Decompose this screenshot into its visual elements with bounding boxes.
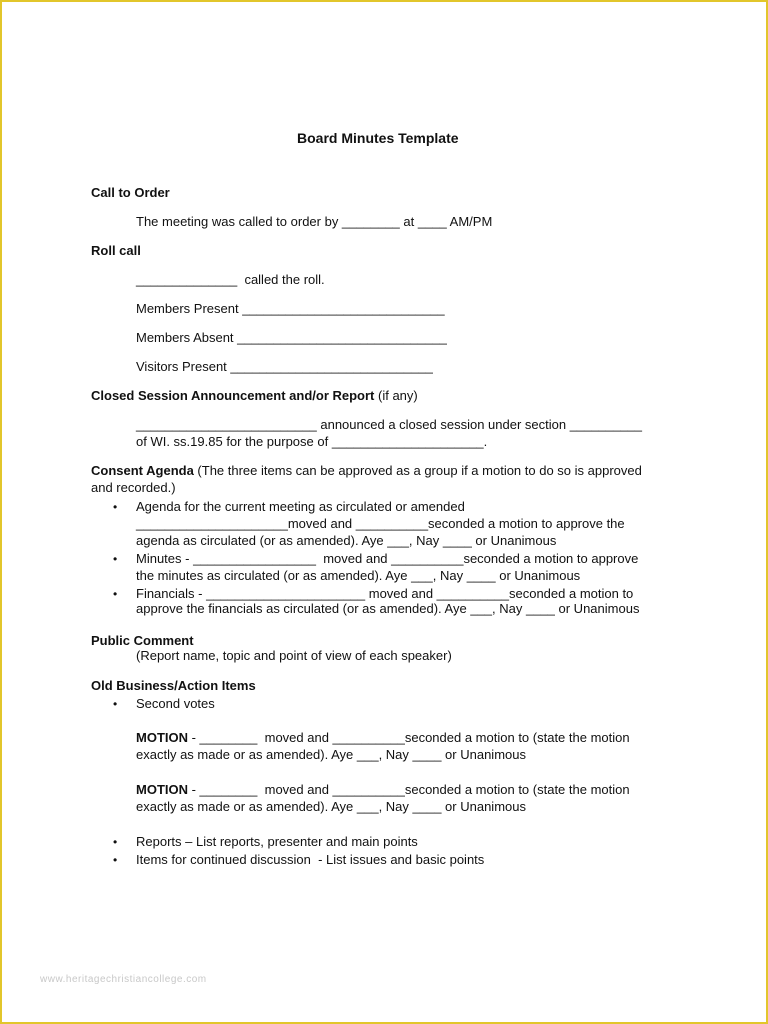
consent-agenda-note: (The three items can be approved as a group if a motion to do so is approved (193, 463, 642, 478)
public-comment-line: (Report name, topic and point of view of each speaker) (136, 648, 452, 663)
call-to-order-heading: Call to Order (91, 185, 170, 200)
bullet-icon: • (113, 587, 118, 601)
reports-item: Reports – List reports, presenter and main points (136, 834, 418, 849)
motion-1-line-1 (136, 730, 630, 746)
roll-call-heading: Roll call (91, 243, 141, 258)
consent-agenda-header (91, 463, 642, 479)
motion-2-line-2: exactly as made or as amended). Aye ___, Nay ____ or Unanimous (136, 799, 526, 814)
closed-session-heading: Closed Session Announcement and/or Report (91, 388, 375, 403)
watermark: www.heritagechristiancollege.com (40, 974, 207, 985)
motion-text: - ________ moved and __________seconded a motion to (state the motion (188, 730, 630, 745)
bullet-icon: • (113, 552, 118, 566)
continued-discussion-item: Items for continued discussion - List issues and basic points (136, 852, 485, 867)
roll-call-line: ______________ called the roll. (136, 272, 325, 287)
bullet-icon: • (113, 500, 118, 514)
agenda-item-line-3: agenda as circulated (or as amended). Aye ___, Nay ____ or Unanimous (136, 533, 557, 548)
financials-item-line-2: approve the financials as circulated (or as amended). Aye ___, Nay ____ or Unanimous (136, 601, 640, 616)
closed-session-line-2: of WI. ss.19.85 for the purpose of _____________________. (136, 434, 488, 449)
members-absent-line: Members Absent _____________________________ (136, 330, 447, 345)
motion-label: MOTION (136, 782, 188, 797)
public-comment-heading: Public Comment (91, 633, 194, 648)
financials-item-line-1: Financials - ______________________ moved and __________seconded a motion to (136, 586, 634, 601)
old-business-heading: Old Business/Action Items (91, 678, 256, 693)
consent-agenda-heading: Consent Agenda (91, 463, 194, 478)
motion-2-line-1 (136, 782, 630, 798)
bullet-icon: • (113, 853, 118, 867)
closed-session-note: (if any) (374, 388, 418, 403)
agenda-item-line-2: _____________________moved and __________seconded a motion to approve the (136, 516, 625, 531)
motion-1-line-2: exactly as made or as amended). Aye ___, Nay ____ or Unanimous (136, 747, 526, 762)
members-present-line: Members Present ____________________________ (136, 301, 445, 316)
bullet-icon: • (113, 835, 118, 849)
agenda-item-line-1: Agenda for the current meeting as circulated or amended (136, 499, 465, 514)
closed-session-header (91, 388, 418, 404)
call-to-order-line: The meeting was called to order by ________ at ____ AM/PM (136, 214, 493, 229)
motion-text: - ________ moved and __________seconded a motion to (state the motion (188, 782, 630, 797)
minutes-item-line-1: Minutes - _________________ moved and __________seconded a motion to approve (136, 551, 639, 566)
document-title: Board Minutes Template (297, 130, 459, 146)
consent-agenda-note-2: and recorded.) (91, 480, 176, 495)
second-votes-item: Second votes (136, 696, 215, 711)
motion-label: MOTION (136, 730, 188, 745)
minutes-item-line-2: the minutes as circulated (or as amended). Aye ___, Nay ____ or Unanimous (136, 568, 581, 583)
visitors-present-line: Visitors Present ____________________________ (136, 359, 433, 374)
bullet-icon: • (113, 697, 118, 711)
closed-session-line-1: _________________________ announced a closed session under section __________ (136, 417, 642, 432)
